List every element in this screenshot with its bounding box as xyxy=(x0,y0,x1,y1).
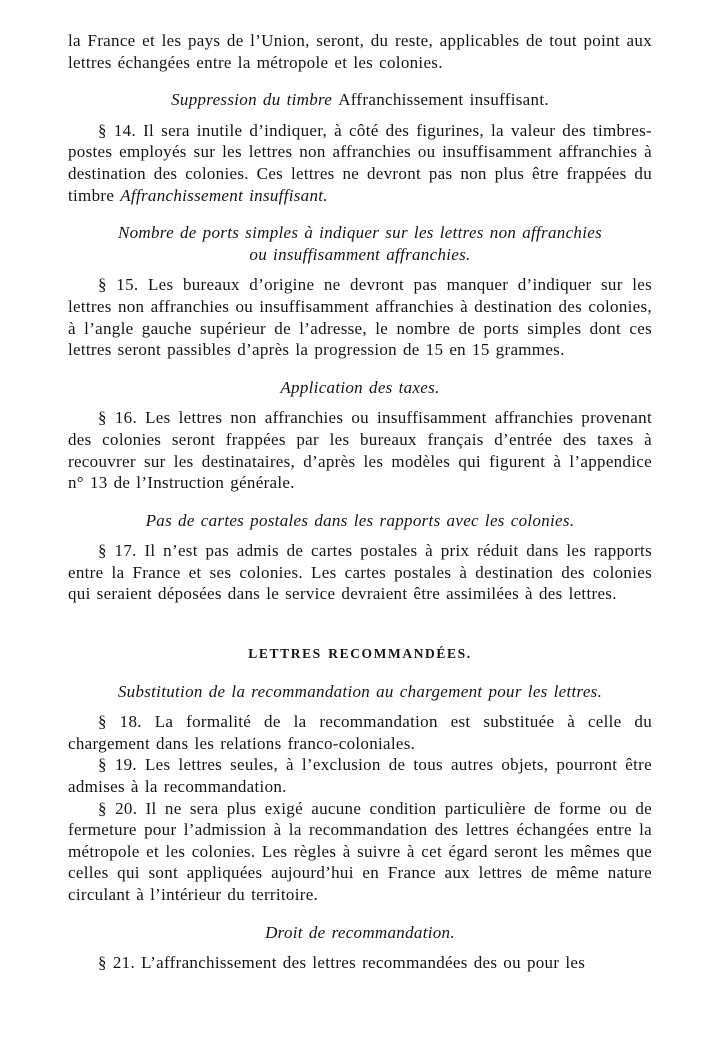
heading-droit-recommandation: Droit de recommandation. xyxy=(265,922,455,942)
paragraph-number: § 19. xyxy=(98,755,145,775)
paragraph-body: Il n’est pas admis de cartes postales à prix réduit dans les rapports entre la France et ses colonies. Les cartes postales à destination des colonies qui seraient déposées dans le service devraient être assimilées à des lettres. xyxy=(68,541,652,604)
paragraph-body: Les bureaux d’origine ne devront pas manquer d’indiquer sur les lettres non affranchies ou insuffisamment affranchies à destination des colonies, à l’angle gauche supérieur de l’adresse, le nombre de ports simples dont ces lettres seront passibles d’après la progression de 15 en 15 grammes. xyxy=(68,275,652,360)
paragraph-16 xyxy=(68,407,652,493)
paragraph-number: § 21. xyxy=(98,953,142,973)
paragraph-body: L’affranchissement des lettres recommandées des ou pour les xyxy=(141,953,586,973)
paragraph-number: § 14. xyxy=(98,120,144,140)
paragraph-21 xyxy=(68,952,652,974)
paragraph-number: § 15. xyxy=(98,275,148,295)
heading-cartes-postales: Pas de cartes postales dans les rapports avec les colonies. xyxy=(145,510,575,530)
paragraph-number: § 16. xyxy=(98,408,146,428)
heading-line-1: Nombre de ports simples à indiquer sur les lettres non affranchies xyxy=(117,223,603,243)
paragraph-number: § 17. xyxy=(98,541,145,561)
paragraph-body: Il sera inutile d’indiquer, à côté des figurines, la valeur des timbres-postes employés sur les lettres non affranchies ou insuffisamment affranchies à destination des colonies. Ces lettres ne devront pas non plus être frappées du timbre xyxy=(68,120,652,205)
heading-italic-part: Suppression du timbre xyxy=(171,90,333,110)
paragraph-15 xyxy=(68,274,652,360)
paragraph-18 xyxy=(68,711,652,754)
paragraph-continuation: la France et les pays de l’Union, seront, du reste, applicables de tout point aux lettres échangées entre la métropole et les colonies. xyxy=(68,31,652,72)
paragraph-body: Les lettres non affranchies ou insuffisamment affranchies provenant des colonies seront frappées par les bureaux français d’entrée des taxes à recouvrer sur les destinataires, d’après les modèles qui figurent à l’appendice n° 13 de l’Instruction générale. xyxy=(68,408,652,493)
heading-roman-part: Affranchissement insuffisant. xyxy=(338,90,549,110)
heading-suppression-timbre xyxy=(68,89,652,111)
paragraph-20 xyxy=(68,798,652,906)
section-title-lettres-recommandees: LETTRES RECOMMANDÉES. xyxy=(248,646,472,662)
paragraph-number: § 20. xyxy=(98,798,146,818)
paragraph-19 xyxy=(68,754,652,797)
heading-substitution: Substitution de la recommandation au chargement pour les lettres. xyxy=(117,681,603,701)
paragraph-17 xyxy=(68,540,652,605)
paragraph-14 xyxy=(68,120,652,206)
heading-nombre-ports xyxy=(68,222,652,265)
paragraph-italic-tail: Affranchissement insuffisant. xyxy=(120,185,328,205)
paragraph-number: § 18. xyxy=(98,712,155,732)
paragraph-body: Les lettres seules, à l’exclusion de tous autres objets, pourront être admises à la recommandation. xyxy=(68,755,652,797)
paragraph-body: Il ne sera plus exigé aucune condition particulière de forme ou de fermeture pour l’admission à la recommandation des lettres échangées entre la métropole et les colonies. Les règles à suivre à cet égard seront les mêmes que celles qui sont appliquées aujourd’hui en France aux lettres de même nature circulant à l’intérieur du territoire. xyxy=(68,798,652,904)
heading-line-2: ou insuffisamment affranchies. xyxy=(249,244,471,264)
paragraph-body: La formalité de la recommandation est substituée à celle du chargement dans les relations franco-coloniales. xyxy=(68,712,652,753)
heading-application-taxes: Application des taxes. xyxy=(280,377,440,397)
